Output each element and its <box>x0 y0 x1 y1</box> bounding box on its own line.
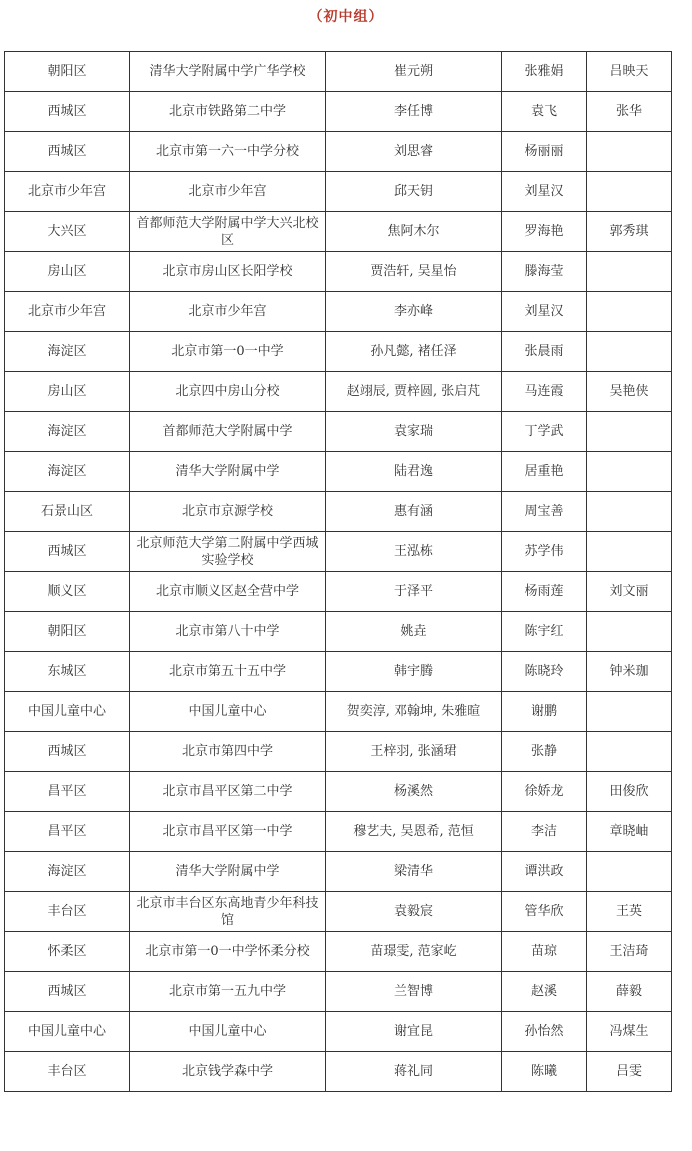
students-cell: 苗璟雯, 范家屹 <box>326 932 502 972</box>
district-cell: 怀柔区 <box>5 932 130 972</box>
district-cell: 西城区 <box>5 132 130 172</box>
district-cell: 北京市少年宫 <box>5 172 130 212</box>
teacher1-cell: 孙怡然 <box>502 1012 587 1052</box>
district-cell: 昌平区 <box>5 772 130 812</box>
district-cell: 昌平区 <box>5 812 130 852</box>
district-cell: 中国儿童中心 <box>5 692 130 732</box>
district-cell: 西城区 <box>5 972 130 1012</box>
teacher1-cell: 马连霞 <box>502 372 587 412</box>
students-cell: 袁毅宸 <box>326 892 502 932</box>
teacher1-cell: 杨丽丽 <box>502 132 587 172</box>
teacher2-cell <box>587 332 672 372</box>
students-cell: 韩宇腾 <box>326 652 502 692</box>
table-row <box>5 732 672 772</box>
teacher2-cell <box>587 532 672 572</box>
students-cell: 焦阿木尔 <box>326 212 502 252</box>
teacher2-cell: 刘文丽 <box>587 572 672 612</box>
teacher2-cell: 张华 <box>587 92 672 132</box>
teacher2-cell: 郭秀琪 <box>587 212 672 252</box>
table-row <box>5 692 672 732</box>
teacher2-cell <box>587 292 672 332</box>
students-cell: 李任博 <box>326 92 502 132</box>
district-cell: 海淀区 <box>5 412 130 452</box>
school-cell: 北京市昌平区第一中学 <box>130 812 326 852</box>
teacher1-cell: 赵溪 <box>502 972 587 1012</box>
teacher1-cell: 陈曦 <box>502 1052 587 1092</box>
students-cell: 王泓栋 <box>326 532 502 572</box>
students-cell: 袁家瑞 <box>326 412 502 452</box>
teacher1-cell: 谢鹏 <box>502 692 587 732</box>
district-cell: 海淀区 <box>5 452 130 492</box>
section-heading: （初中组） <box>308 9 384 25</box>
teacher2-cell: 章晓岫 <box>587 812 672 852</box>
table-row <box>5 132 672 172</box>
table-row <box>5 1012 672 1052</box>
school-cell: 北京市第四中学 <box>130 732 326 772</box>
teacher1-cell: 徐娇龙 <box>502 772 587 812</box>
students-cell: 贾浩轩, 吴星怡 <box>326 252 502 292</box>
table-row <box>5 812 672 852</box>
school-cell: 北京师范大学第二附属中学西城实验学校 <box>130 532 326 572</box>
teacher2-cell: 田俊欣 <box>587 772 672 812</box>
district-cell: 西城区 <box>5 532 130 572</box>
school-cell: 中国儿童中心 <box>130 692 326 732</box>
district-cell: 房山区 <box>5 372 130 412</box>
teacher2-cell: 钟米珈 <box>587 652 672 692</box>
teacher2-cell: 冯煤生 <box>587 1012 672 1052</box>
district-cell: 丰台区 <box>5 1052 130 1092</box>
teacher2-cell <box>587 132 672 172</box>
school-cell: 首都师范大学附属中学 <box>130 412 326 452</box>
teacher2-cell <box>587 692 672 732</box>
teacher1-cell: 杨雨莲 <box>502 572 587 612</box>
school-cell: 北京市昌平区第二中学 <box>130 772 326 812</box>
students-cell: 惠有涵 <box>326 492 502 532</box>
students-cell: 赵翊辰, 贾梓圆, 张启芃 <box>326 372 502 412</box>
table-row <box>5 412 672 452</box>
school-cell: 清华大学附属中学 <box>130 852 326 892</box>
table-row <box>5 492 672 532</box>
district-cell: 西城区 <box>5 92 130 132</box>
teacher2-cell <box>587 612 672 652</box>
table-row <box>5 452 672 492</box>
students-cell: 刘思睿 <box>326 132 502 172</box>
teacher2-cell <box>587 412 672 452</box>
teacher2-cell: 吕雯 <box>587 1052 672 1092</box>
students-cell: 蒋礼同 <box>326 1052 502 1092</box>
teacher1-cell: 管华欣 <box>502 892 587 932</box>
students-cell: 谢宜昆 <box>326 1012 502 1052</box>
students-cell: 陆君逸 <box>326 452 502 492</box>
district-cell: 朝阳区 <box>5 612 130 652</box>
teacher1-cell: 谭洪政 <box>502 852 587 892</box>
students-cell: 杨溪然 <box>326 772 502 812</box>
teacher1-cell: 陈晓玲 <box>502 652 587 692</box>
teacher1-cell: 李洁 <box>502 812 587 852</box>
teacher1-cell: 苗琼 <box>502 932 587 972</box>
district-cell: 顺义区 <box>5 572 130 612</box>
school-cell: 北京市少年宫 <box>130 292 326 332</box>
school-cell: 北京市第一0一中学 <box>130 332 326 372</box>
table-row <box>5 772 672 812</box>
table-row <box>5 532 672 572</box>
school-cell: 清华大学附属中学广华学校 <box>130 52 326 92</box>
teacher2-cell: 王英 <box>587 892 672 932</box>
teacher1-cell: 刘星汉 <box>502 292 587 332</box>
school-cell: 北京四中房山分校 <box>130 372 326 412</box>
school-cell: 北京市房山区长阳学校 <box>130 252 326 292</box>
teacher2-cell: 吕映天 <box>587 52 672 92</box>
award-table-body <box>5 52 672 1092</box>
district-cell: 西城区 <box>5 732 130 772</box>
teacher1-cell: 罗海艳 <box>502 212 587 252</box>
school-cell: 北京市第一五九中学 <box>130 972 326 1012</box>
students-cell: 王梓羽, 张涵珺 <box>326 732 502 772</box>
district-cell: 丰台区 <box>5 892 130 932</box>
teacher1-cell: 陈宇红 <box>502 612 587 652</box>
district-cell: 北京市少年宫 <box>5 292 130 332</box>
table-row <box>5 292 672 332</box>
teacher1-cell: 周宝善 <box>502 492 587 532</box>
table-row <box>5 572 672 612</box>
table-row <box>5 972 672 1012</box>
school-cell: 北京市顺义区赵全营中学 <box>130 572 326 612</box>
table-row <box>5 932 672 972</box>
school-cell: 首都师范大学附属中学大兴北校区 <box>130 212 326 252</box>
school-cell: 北京市第八十中学 <box>130 612 326 652</box>
school-cell: 北京市京源学校 <box>130 492 326 532</box>
teacher2-cell <box>587 452 672 492</box>
teacher1-cell: 刘星汉 <box>502 172 587 212</box>
district-cell: 中国儿童中心 <box>5 1012 130 1052</box>
teacher1-cell: 张静 <box>502 732 587 772</box>
school-cell: 北京市第一0一中学怀柔分校 <box>130 932 326 972</box>
school-cell: 北京市第五十五中学 <box>130 652 326 692</box>
teacher2-cell <box>587 732 672 772</box>
school-cell: 清华大学附属中学 <box>130 452 326 492</box>
school-cell: 北京市铁路第二中学 <box>130 92 326 132</box>
teacher2-cell <box>587 172 672 212</box>
teacher1-cell: 张晨雨 <box>502 332 587 372</box>
students-cell: 李亦峰 <box>326 292 502 332</box>
table-row <box>5 212 672 252</box>
award-table <box>4 51 672 1092</box>
teacher1-cell: 丁学武 <box>502 412 587 452</box>
teacher2-cell: 王洁琦 <box>587 932 672 972</box>
teacher1-cell: 居重艳 <box>502 452 587 492</box>
table-row <box>5 372 672 412</box>
students-cell: 穆艺夫, 吴恩希, 范恒 <box>326 812 502 852</box>
school-cell: 中国儿童中心 <box>130 1012 326 1052</box>
district-cell: 海淀区 <box>5 332 130 372</box>
students-cell: 邱天钥 <box>326 172 502 212</box>
table-row <box>5 1052 672 1092</box>
school-cell: 北京钱学森中学 <box>130 1052 326 1092</box>
table-row <box>5 852 672 892</box>
school-cell: 北京市丰台区东高地青少年科技馆 <box>130 892 326 932</box>
teacher2-cell: 吴艳侠 <box>587 372 672 412</box>
table-row <box>5 892 672 932</box>
district-cell: 朝阳区 <box>5 52 130 92</box>
students-cell: 于泽平 <box>326 572 502 612</box>
teacher2-cell: 薛毅 <box>587 972 672 1012</box>
district-cell: 大兴区 <box>5 212 130 252</box>
table-row <box>5 652 672 692</box>
teacher1-cell: 张雅娟 <box>502 52 587 92</box>
students-cell: 兰智博 <box>326 972 502 1012</box>
teacher2-cell <box>587 252 672 292</box>
students-cell: 孙凡懿, 褚任泽 <box>326 332 502 372</box>
teacher1-cell: 袁飞 <box>502 92 587 132</box>
school-cell: 北京市第一六一中学分校 <box>130 132 326 172</box>
table-row <box>5 92 672 132</box>
table-row <box>5 52 672 92</box>
district-cell: 房山区 <box>5 252 130 292</box>
students-cell: 梁清华 <box>326 852 502 892</box>
teacher1-cell: 苏学伟 <box>502 532 587 572</box>
table-row <box>5 172 672 212</box>
district-cell: 石景山区 <box>5 492 130 532</box>
students-cell: 姚垚 <box>326 612 502 652</box>
teacher1-cell: 滕海莹 <box>502 252 587 292</box>
school-cell: 北京市少年宫 <box>130 172 326 212</box>
table-row <box>5 332 672 372</box>
table-row <box>5 612 672 652</box>
students-cell: 贺奕淳, 邓翰坤, 朱雅暄 <box>326 692 502 732</box>
teacher2-cell <box>587 492 672 532</box>
students-cell: 崔元朔 <box>326 52 502 92</box>
district-cell: 海淀区 <box>5 852 130 892</box>
table-row <box>5 252 672 292</box>
district-cell: 东城区 <box>5 652 130 692</box>
teacher2-cell <box>587 852 672 892</box>
